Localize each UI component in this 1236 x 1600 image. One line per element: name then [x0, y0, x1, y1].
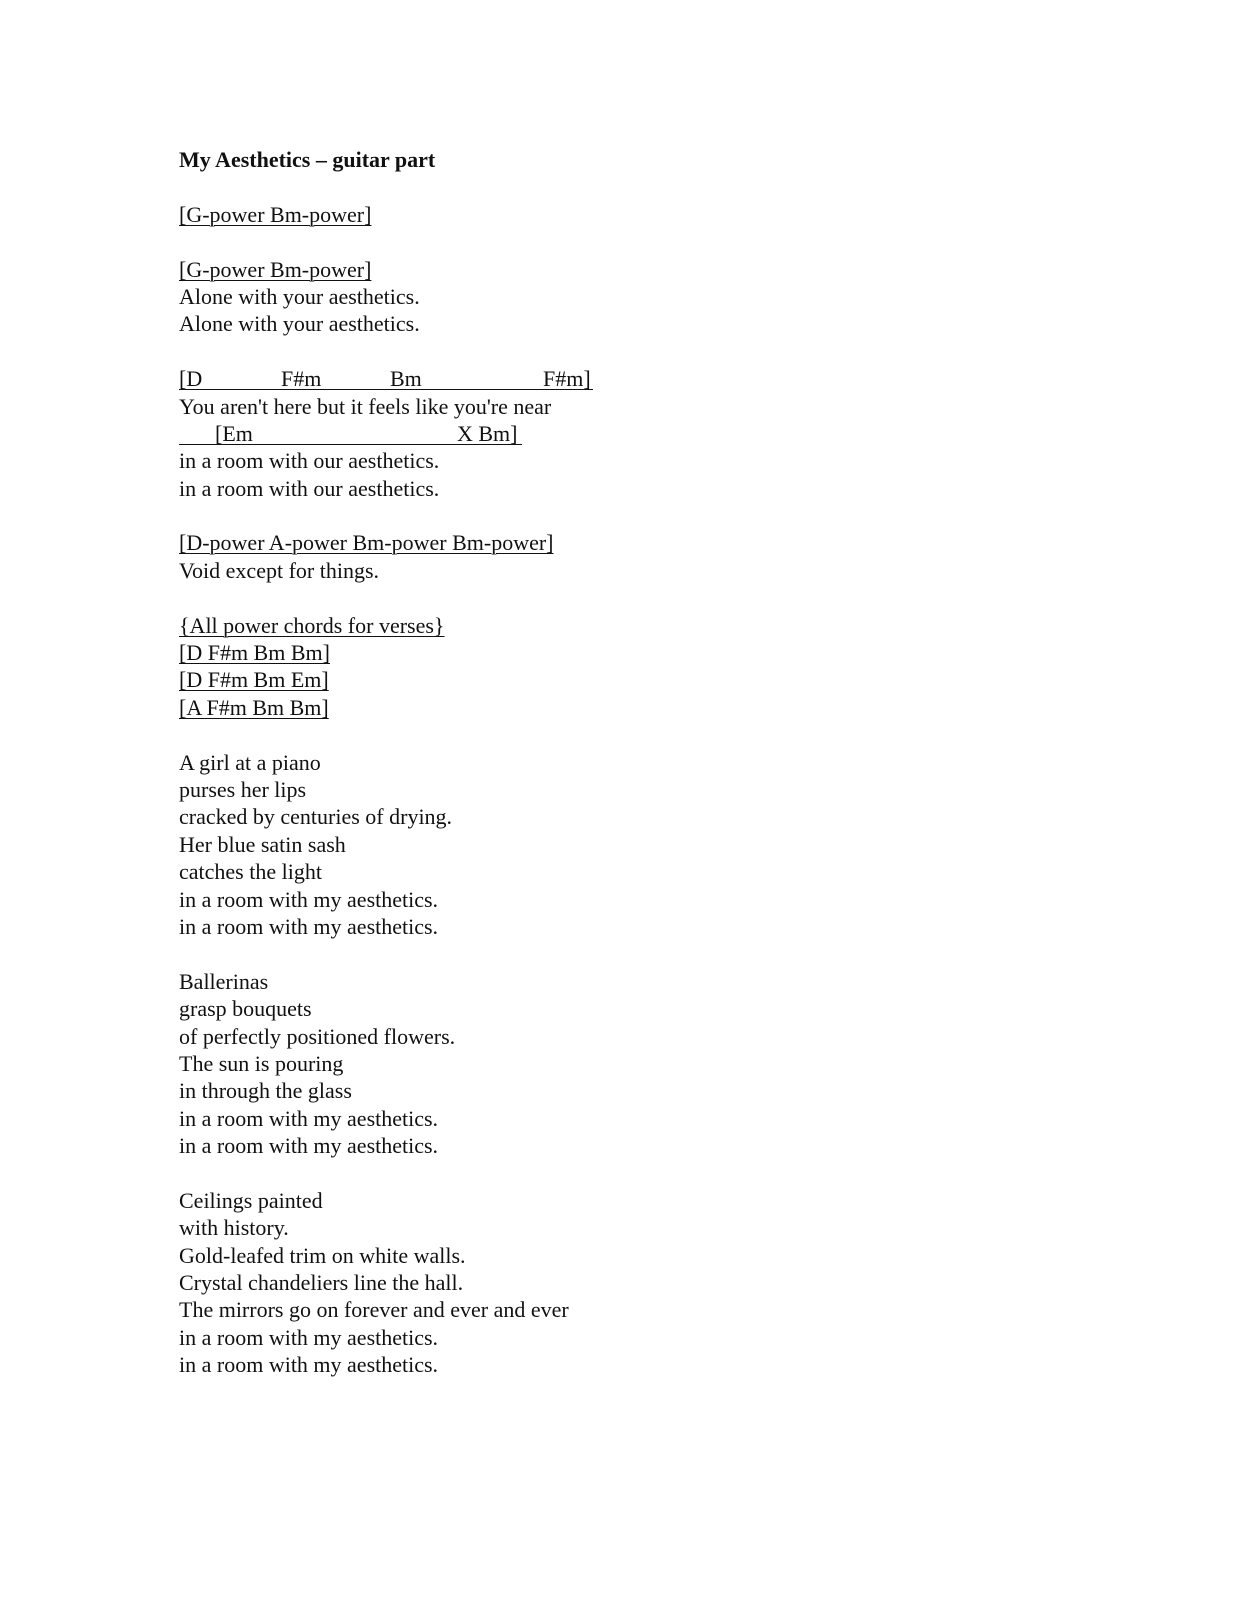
lyric-line: Alone with your aesthetics. [179, 283, 420, 309]
lyric-line: Gold-leafed trim on white walls. [179, 1242, 466, 1268]
lyric-line: Ceilings painted [179, 1187, 323, 1213]
chord: X Bm] [457, 420, 518, 446]
lyric-line: in through the glass [179, 1078, 352, 1104]
lyric-line: purses her lips [179, 776, 307, 802]
intro-chords [179, 201, 569, 228]
chord: Bm [390, 366, 422, 392]
chord-line: [A F#m Bm Bm] [179, 694, 329, 720]
lyric-line: in a room with our aesthetics. [179, 475, 440, 501]
song-sheet [179, 146, 591, 1379]
chorus-chord-row-1 [179, 365, 591, 392]
stanza [179, 968, 569, 1160]
bridge-chords [179, 529, 569, 556]
lyric-line: in a room with my aesthetics. [179, 1105, 439, 1131]
lyric-line: cracked by centuries of drying. [179, 804, 453, 830]
lyric-line: Void except for things. [179, 557, 380, 583]
lyric-line: A girl at a piano [179, 749, 321, 775]
chord-line: [D-power A-power Bm-power Bm-power] [179, 530, 554, 556]
chord-underline [179, 389, 593, 390]
lyric-line: You aren't here but it feels like you're near [179, 393, 552, 419]
chord-line: [D F#m Bm Em] [179, 667, 329, 693]
lyric-line: Ballerinas [179, 968, 269, 994]
verse1-chords [179, 256, 569, 283]
lyric-line: with history. [179, 1215, 289, 1241]
lyric-line: Crystal chandeliers line the hall. [179, 1270, 464, 1296]
lyric-line: catches the light [179, 859, 322, 885]
lyric-line: The sun is pouring [179, 1050, 344, 1076]
lyric-line: in a room with my aesthetics. [179, 913, 439, 939]
lyric-line: in a room with my aesthetics. [179, 1324, 439, 1350]
chord: [Em [215, 420, 253, 446]
stanza [179, 1187, 569, 1379]
progression-line [179, 666, 569, 693]
verse-note [179, 612, 569, 639]
progression-line [179, 639, 569, 666]
lyric-line: Alone with your aesthetics. [179, 311, 420, 337]
page-title: My Aesthetics – guitar part [179, 147, 436, 172]
lyric-line: in a room with my aesthetics. [179, 1352, 439, 1378]
chord-line: [G-power Bm-power] [179, 201, 372, 227]
chord-line: [D F#m Bm Bm] [179, 640, 330, 666]
lyric-line: Her blue satin sash [179, 831, 346, 857]
lyric-line: grasp bouquets [179, 996, 312, 1022]
lyric-line: The mirrors go on forever and ever and ever [179, 1297, 569, 1323]
lyric-line: in a room with my aesthetics. [179, 1133, 439, 1159]
chord-line: [G-power Bm-power] [179, 256, 372, 282]
lyric-line: in a room with my aesthetics. [179, 886, 439, 912]
lyric-line: in a room with our aesthetics. [179, 448, 440, 474]
chorus-chord-row-2 [179, 420, 569, 447]
lyric-line: of perfectly positioned flowers. [179, 1023, 456, 1049]
note-line: {All power chords for verses} [179, 612, 445, 638]
chord: F#m [281, 366, 322, 392]
stanza [179, 749, 569, 941]
chord: F#m] [543, 366, 591, 392]
progression-line [179, 694, 569, 721]
chord: [D [179, 366, 203, 392]
